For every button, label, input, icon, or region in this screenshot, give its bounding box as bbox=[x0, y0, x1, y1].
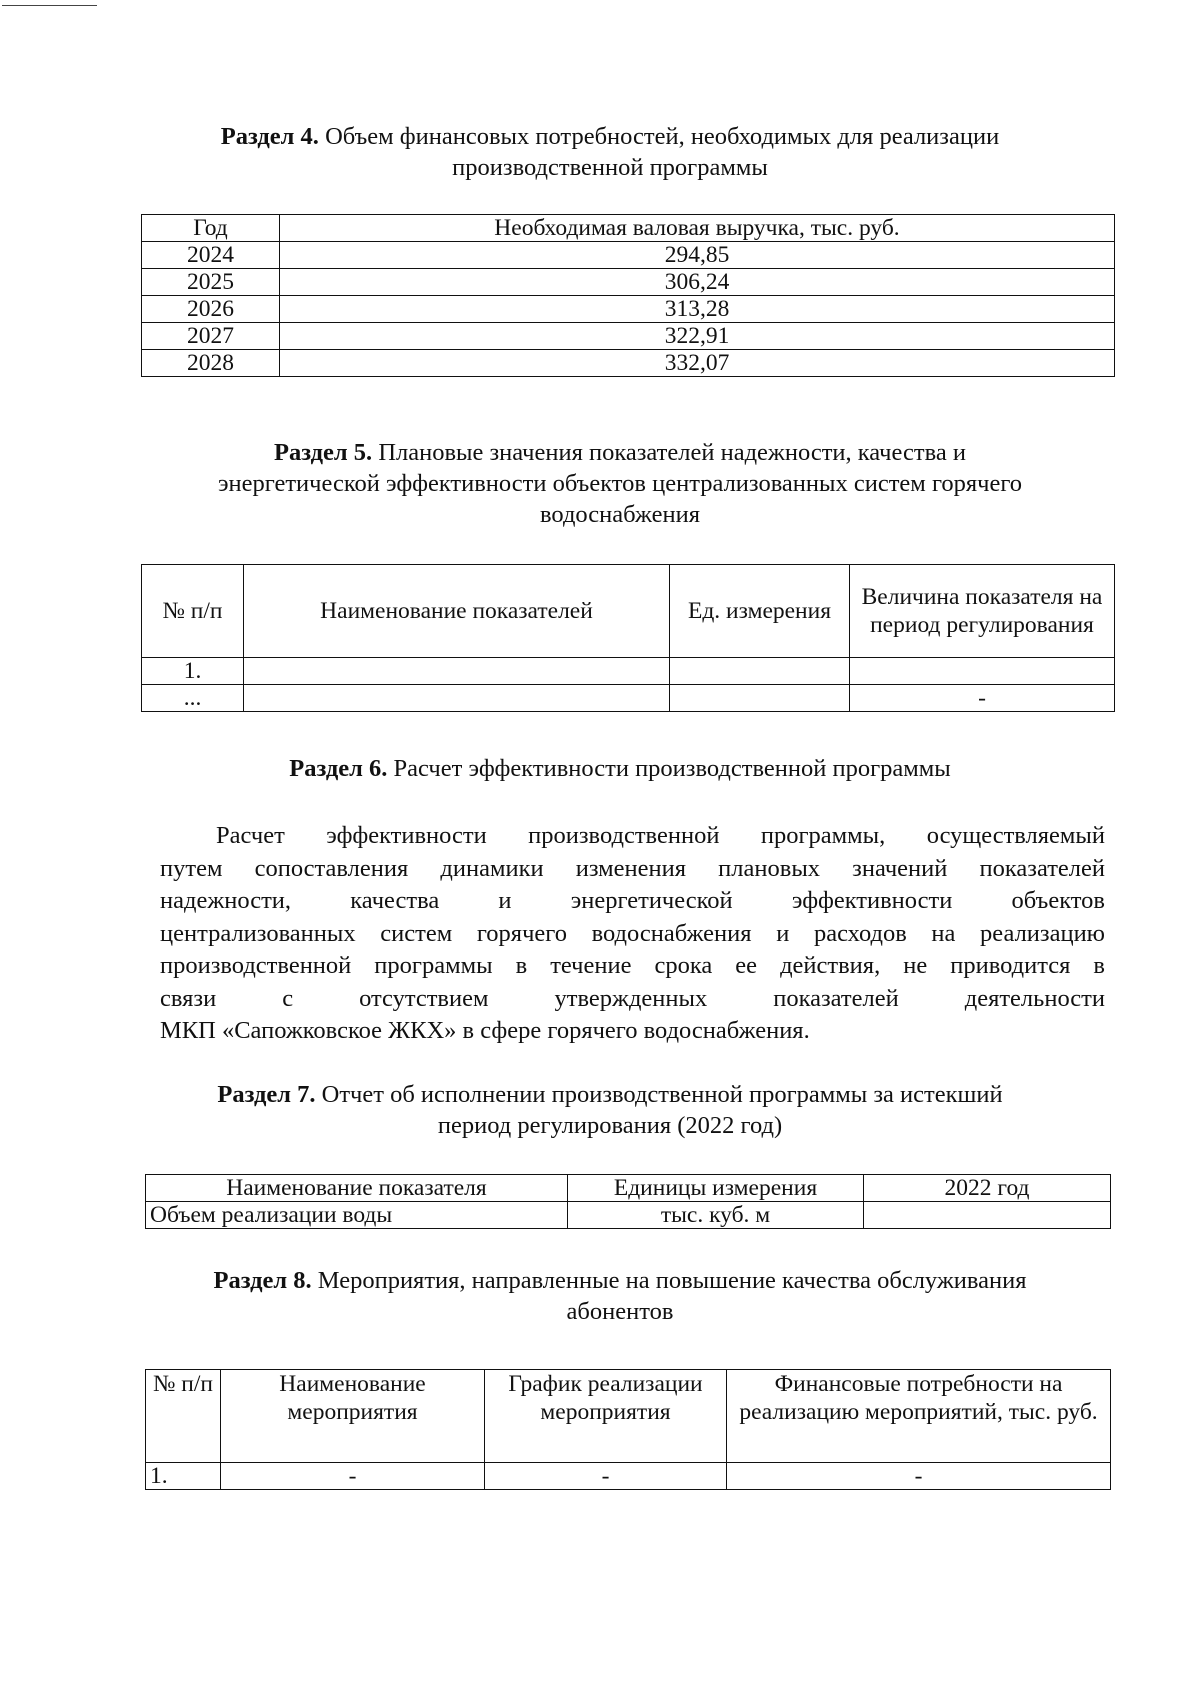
indicator-name-cell: Объем реализации воды bbox=[146, 1202, 568, 1229]
section4-table bbox=[141, 214, 1115, 377]
section6-heading bbox=[140, 753, 1100, 784]
unit-cell bbox=[670, 658, 850, 685]
column-header: № п/п bbox=[142, 565, 244, 658]
table-header-row bbox=[142, 215, 1115, 242]
year-cell: 2024 bbox=[142, 242, 280, 269]
section5-label: Раздел 5. bbox=[274, 439, 373, 466]
unit-cell bbox=[670, 685, 850, 712]
section6-title: Расчет эффективности производственной программы bbox=[393, 755, 951, 782]
revenue-cell: 322,91 bbox=[280, 323, 1115, 350]
table-header-row bbox=[146, 1175, 1111, 1202]
table-row bbox=[142, 350, 1115, 377]
table-row bbox=[142, 296, 1115, 323]
paragraph-line: производственной программы в течение срока ее действия, не приводится в bbox=[160, 952, 1105, 979]
paragraph-line: надежности, качества и энергетической эффективности объектов bbox=[160, 887, 1105, 914]
section4-title-line1: Объем финансовых потребностей, необходимых для реализации bbox=[325, 123, 1000, 150]
column-header: Необходимая валовая выручка, тыс. руб. bbox=[280, 215, 1115, 242]
column-header: № п/п bbox=[146, 1370, 221, 1463]
value-cell bbox=[850, 658, 1115, 685]
section4-title-line2: производственной программы bbox=[452, 154, 768, 181]
section7-title-line1: Отчет об исполнении производственной программы за истекший bbox=[321, 1081, 1003, 1108]
paragraph-line: Расчет эффективности производственной программы, осуществляемый bbox=[216, 822, 1105, 849]
year-cell: 2027 bbox=[142, 323, 280, 350]
paragraph-line: связи с отсутствием утвержденных показателей деятельности bbox=[160, 984, 1105, 1012]
table-header-row bbox=[146, 1370, 1111, 1463]
column-header: 2022 год bbox=[864, 1175, 1111, 1202]
section8-table bbox=[145, 1369, 1111, 1490]
table-row bbox=[142, 685, 1115, 712]
table-row bbox=[146, 1463, 1111, 1490]
paragraph-line: путем сопоставления динамики изменения плановых значений показателей bbox=[160, 854, 1105, 882]
section7-title-line2: период регулирования (2022 год) bbox=[437, 1112, 783, 1139]
section5-title-line1: Плановые значения показателей надежности, качества и bbox=[378, 439, 966, 466]
section5-table bbox=[141, 564, 1115, 712]
column-header: Финансовые потребности на реализацию мероприятий, тыс. руб. bbox=[727, 1370, 1111, 1463]
section4-heading bbox=[140, 121, 1080, 183]
row-number-cell: 1. bbox=[142, 658, 244, 685]
section7-label: Раздел 7. bbox=[217, 1081, 316, 1108]
column-header: Ед. измерения bbox=[670, 565, 850, 658]
section6-label: Раздел 6. bbox=[289, 755, 388, 782]
column-header: Наименование показателей bbox=[244, 565, 670, 658]
table-row bbox=[142, 658, 1115, 685]
section7-heading bbox=[140, 1079, 1080, 1141]
indicator-name-cell bbox=[244, 658, 670, 685]
section8-title-line2: абонентов bbox=[566, 1298, 674, 1325]
section5-title-line2: энергетической эффективности объектов централизованных систем горячего bbox=[217, 470, 1023, 497]
cost-cell: - bbox=[727, 1463, 1111, 1490]
revenue-cell: 306,24 bbox=[280, 269, 1115, 296]
year-cell: 2025 bbox=[142, 269, 280, 296]
section5-title-line3: водоснабжения bbox=[540, 501, 700, 528]
value-cell: - bbox=[850, 685, 1115, 712]
row-number-cell: 1. bbox=[146, 1463, 221, 1490]
schedule-cell: - bbox=[485, 1463, 727, 1490]
column-header: Наименование мероприятия bbox=[221, 1370, 485, 1463]
section7-table bbox=[145, 1174, 1111, 1229]
revenue-cell: 294,85 bbox=[280, 242, 1115, 269]
section6-paragraph bbox=[160, 820, 1105, 1048]
paragraph-line: централизованных систем горячего водоснабжения и расходов на реализацию bbox=[160, 919, 1105, 947]
measure-name-cell: - bbox=[221, 1463, 485, 1490]
column-header: Наименование показателя bbox=[146, 1175, 568, 1202]
column-header: Единицы измерения bbox=[568, 1175, 864, 1202]
value-cell bbox=[864, 1202, 1111, 1229]
indicator-name-cell bbox=[244, 685, 670, 712]
table-row bbox=[142, 269, 1115, 296]
revenue-cell: 313,28 bbox=[280, 296, 1115, 323]
section8-title-line1: Мероприятия, направленные на повышение качества обслуживания bbox=[317, 1267, 1027, 1294]
year-cell: 2026 bbox=[142, 296, 280, 323]
section5-heading bbox=[140, 437, 1100, 530]
paragraph-line: МКП «Сапожковское ЖКХ» в сфере горячего водоснабжения. bbox=[160, 1017, 810, 1044]
column-header: Год bbox=[142, 215, 280, 242]
row-number-cell: ... bbox=[142, 685, 244, 712]
section8-label: Раздел 8. bbox=[213, 1267, 312, 1294]
column-header: График реализации мероприятия bbox=[485, 1370, 727, 1463]
scan-artifact-line bbox=[2, 5, 97, 6]
year-cell: 2028 bbox=[142, 350, 280, 377]
table-row bbox=[146, 1202, 1111, 1229]
section8-heading bbox=[140, 1265, 1100, 1327]
table-header-row bbox=[142, 565, 1115, 658]
section4-label: Раздел 4. bbox=[220, 123, 319, 150]
table-row bbox=[142, 242, 1115, 269]
column-header: Величина показателя на период регулирования bbox=[850, 565, 1115, 658]
unit-cell: тыс. куб. м bbox=[568, 1202, 864, 1229]
table-row bbox=[142, 323, 1115, 350]
revenue-cell: 332,07 bbox=[280, 350, 1115, 377]
